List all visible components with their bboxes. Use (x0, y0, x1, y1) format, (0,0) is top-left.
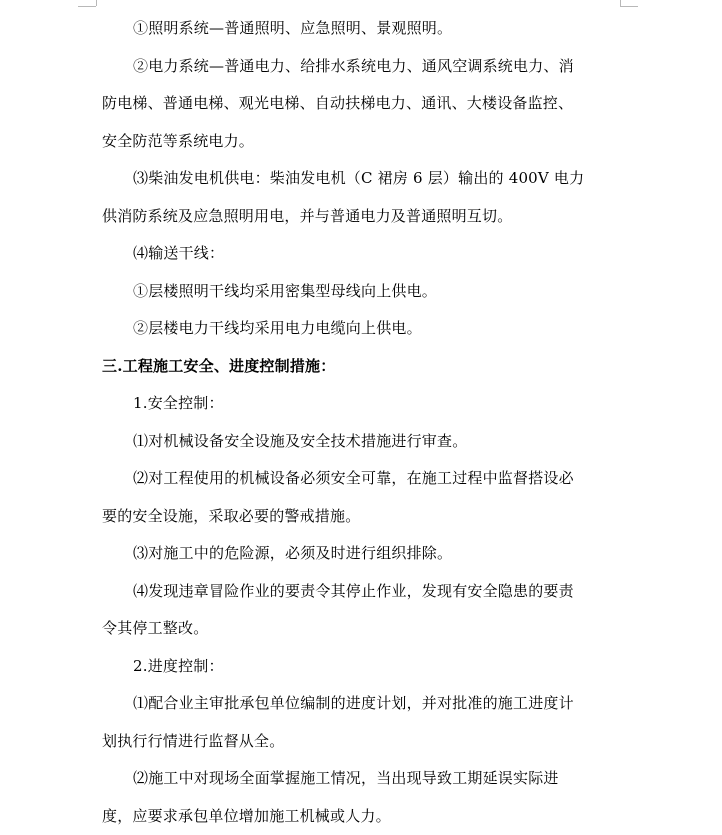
text-line: 防电梯、普通电梯、观光电梯、自动扶梯电力、通讯、大楼设备监控、 (102, 85, 624, 123)
text-line: ②层楼电力干线均采用电力电缆向上供电。 (102, 310, 624, 348)
text-line: 令其停工整改。 (102, 610, 624, 648)
document-body (102, 10, 624, 835)
crop-mark-top-left-horizontal (78, 6, 96, 7)
text-line: ⑴对机械设备安全设施及安全技术措施进行审查。 (102, 423, 624, 461)
text-line: ⑷发现违章冒险作业的要责令其停止作业，发现有安全隐患的要责 (102, 573, 624, 611)
text-line: ⑴配合业主审批承包单位编制的进度计划，并对批准的施工进度计 (102, 685, 624, 723)
text-line: ①照明系统—普通照明、应急照明、景观照明。 (102, 10, 624, 48)
text-line: ⑵对工程使用的机械设备必须安全可靠，在施工过程中监督搭设必 (102, 460, 624, 498)
text-line: ⑷输送干线： (102, 235, 624, 273)
text-line: 要的安全设施，采取必要的警戒措施。 (102, 498, 624, 536)
text-line: ⑶对施工中的危险源，必须及时进行组织排除。 (102, 535, 624, 573)
crop-mark-top-right-horizontal (620, 6, 638, 7)
text-line: 划执行行情进行监督从全。 (102, 723, 624, 761)
text-line: 供消防系统及应急照明用电，并与普通电力及普通照明互切。 (102, 198, 624, 236)
text-line: ⑶柴油发电机供电：柴油发电机（C 裙房 6 层）输出的 400V 电力 (102, 160, 624, 198)
section-heading: 三.工程施工安全、进度控制措施： (102, 348, 624, 386)
text-line: ⑵施工中对现场全面掌握施工情况，当出现导致工期延误实际进 (102, 760, 624, 798)
text-line: ①层楼照明干线均采用密集型母线向上供电。 (102, 273, 624, 311)
crop-mark-top-left (96, 0, 97, 6)
text-line: 度，应要求承包单位增加施工机械或人力。 (102, 798, 624, 835)
text-line: ②电力系统—普通电力、给排水系统电力、通风空调系统电力、消 (102, 48, 624, 86)
subsection-heading: 1.安全控制： (102, 385, 624, 423)
subsection-heading: 2.进度控制： (102, 648, 624, 686)
text-line: 安全防范等系统电力。 (102, 123, 624, 161)
